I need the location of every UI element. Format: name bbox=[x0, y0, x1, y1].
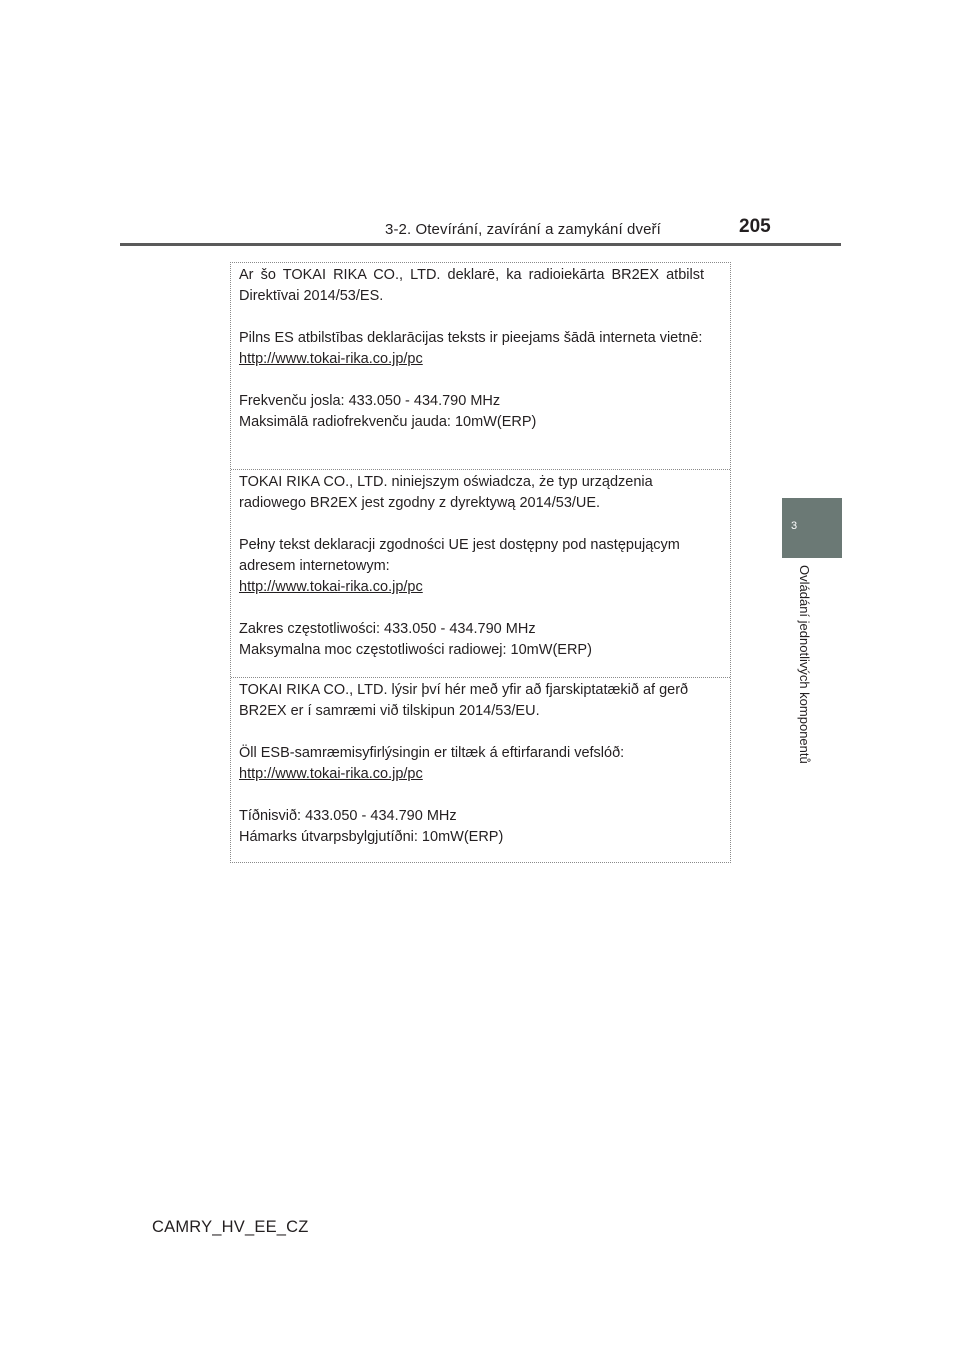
declaration-icelandic bbox=[231, 677, 730, 863]
declaration-url-link[interactable]: http://www.tokai-rika.co.jp/pc bbox=[239, 579, 423, 595]
header-divider bbox=[120, 243, 841, 246]
declaration-statement: TOKAI RIKA CO., LTD. niniejszym oświadcza, że typ urządzenia radiowego BR2EX jest zgodny z dyrektywą 2014/53/UE. bbox=[239, 474, 653, 511]
declaration-url-link[interactable]: http://www.tokai-rika.co.jp/pc bbox=[239, 351, 423, 367]
document-code: CAMRY_HV_EE_CZ bbox=[152, 1218, 309, 1236]
chapter-side-label: Ovládání jednotlivých komponentů bbox=[797, 565, 812, 764]
section-title: 3-2. Otevírání, zavírání a zamykání dveří bbox=[385, 221, 661, 238]
declaration-statement: Ar šo TOKAI RIKA CO., LTD. deklarē, ka radioiekārta BR2EX atbilst Direktīvai 2014/53/ES. bbox=[239, 267, 704, 304]
declaration-statement: TOKAI RIKA CO., LTD. lýsir því hér með yfir að fjarskiptatækið af gerð BR2EX er í samræmi við tilskipun 2014/53/EU. bbox=[239, 682, 689, 719]
declaration-fulltext-note: Öll ESB-samræmisyfirlýsingin er tiltæk á eftirfarandi vefslóð: bbox=[239, 745, 625, 761]
chapter-tab bbox=[782, 498, 842, 558]
declaration-fulltext-note: Pełny tekst deklaracji zgodności UE jest dostępny pod następującym adresem internetowym: bbox=[239, 537, 680, 574]
chapter-number: 3 bbox=[791, 520, 798, 532]
declaration-fulltext-note: Pilns ES atbilstības deklarācijas teksts ir pieejams šādā interneta vietnē: bbox=[239, 330, 703, 346]
frequency-band: Zakres częstotliwości: 433.050 - 434.790 MHz bbox=[239, 621, 536, 637]
declaration-latvian bbox=[231, 263, 730, 469]
max-power: Hámarks útvarpsbylgjutíðni: 10mW(ERP) bbox=[239, 829, 504, 845]
max-power: Maksymalna moc częstotliwości radiowej: 10mW(ERP) bbox=[239, 642, 592, 658]
declaration-url-link[interactable]: http://www.tokai-rika.co.jp/pc bbox=[239, 766, 423, 782]
declaration-box bbox=[230, 262, 731, 863]
page-number: 205 bbox=[739, 216, 771, 237]
frequency-band: Frekvenču josla: 433.050 - 434.790 MHz bbox=[239, 393, 501, 409]
max-power: Maksimālā radiofrekvenču jauda: 10mW(ERP) bbox=[239, 414, 537, 430]
frequency-band: Tíðnisvið: 433.050 - 434.790 MHz bbox=[239, 808, 457, 824]
declaration-polish bbox=[231, 469, 730, 677]
